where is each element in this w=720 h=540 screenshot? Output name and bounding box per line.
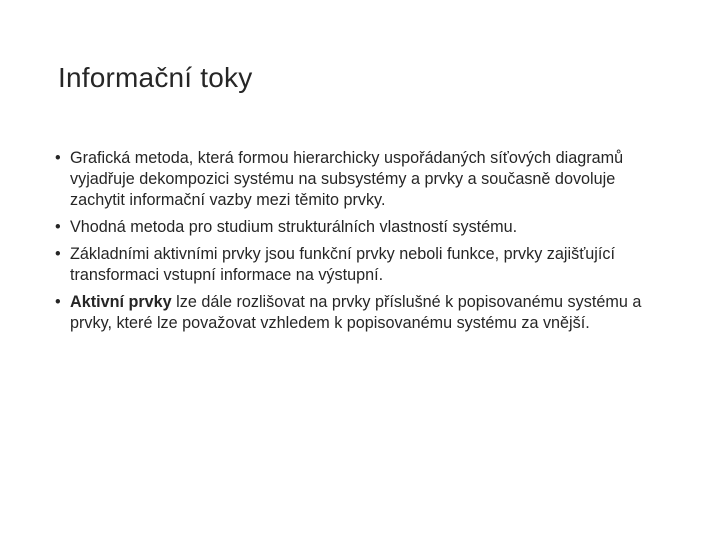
bullet-item: [55, 244, 665, 286]
bullet-marker: •: [55, 149, 61, 167]
bullet-marker: •: [55, 245, 61, 263]
bullet-item: [55, 292, 665, 334]
bullet-marker: •: [55, 218, 61, 236]
bullet-text: lze dále rozlišovat na prvky příslušné k popisovanému systému a prvky, které lze považovat vzhledem k popisovanému systému za vnější.: [70, 293, 642, 332]
slide-title: Informační toky: [58, 62, 253, 93]
bullet-list: [55, 148, 665, 340]
bullet-item: [55, 148, 665, 211]
bullet-item: [55, 217, 665, 238]
bullet-text: Vhodná metoda pro studium strukturálních vlastností systému.: [70, 218, 518, 236]
bullet-text: Grafická metoda, která formou hierarchicky uspořádaných síťových diagramů vyjadřuje dekompozici systému na subsystémy a prvky a současně dovoluje zachytit informační vazby mezi těmito prvky.: [70, 149, 624, 209]
bullet-bold-text: Aktivní prvky: [70, 293, 172, 311]
bullet-marker: •: [55, 293, 61, 311]
bullet-text: Základními aktivními prvky jsou funkční prvky neboli funkce, prvky zajišťující transformaci vstupní informace na výstupní.: [70, 245, 615, 284]
